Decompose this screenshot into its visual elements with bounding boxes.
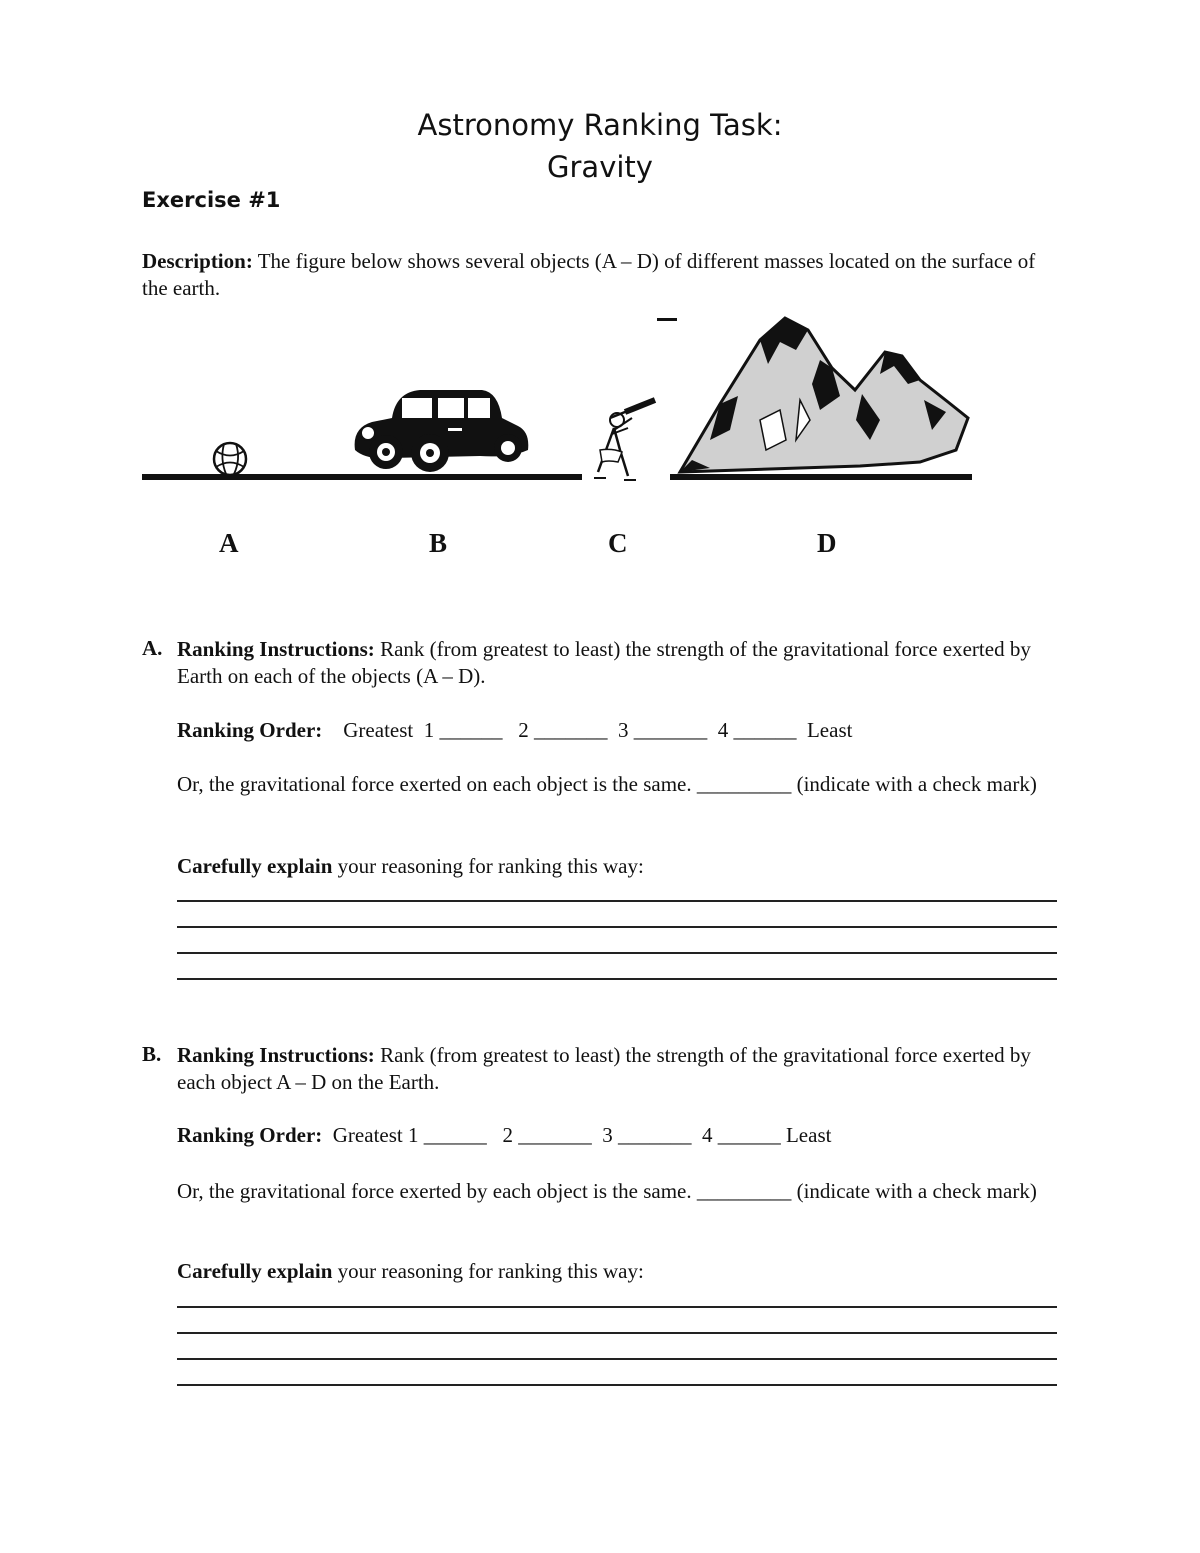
part-b-explain-label: Carefully explain (177, 1259, 333, 1283)
part-a-order-label: Ranking Order: (177, 718, 323, 742)
part-b-letter: B. (142, 1042, 162, 1066)
ball-icon (214, 443, 246, 475)
exercise-heading: Exercise #1 (142, 188, 281, 212)
answer-line[interactable] (177, 954, 1057, 980)
person-with-telescope-icon (594, 318, 677, 480)
figure-label-b: B (429, 528, 448, 558)
part-a-instructions (177, 636, 1057, 690)
page-subtitle: Gravity (547, 150, 653, 184)
part-b-same-option[interactable]: Or, the gravitational force exerted by each object is the same. _________ (indicate with a check mark) (177, 1179, 1037, 1203)
answer-line[interactable] (177, 1282, 1057, 1308)
part-a-ranking-order (177, 717, 1057, 744)
part-a-answer-lines[interactable] (177, 876, 1057, 980)
ground-line-left (142, 474, 582, 480)
answer-line[interactable] (177, 902, 1057, 928)
answer-line[interactable] (177, 928, 1057, 954)
mountains-icon (680, 318, 968, 472)
part-a-instr-label: Ranking Instructions: (177, 637, 375, 661)
part-a-order-text[interactable]: Greatest 1 ______ 2 _______ 3 _______ 4 ______ Least (343, 718, 853, 742)
objects-figure (120, 300, 1000, 510)
figure-label-c: C (608, 528, 628, 558)
part-a-letter: A. (142, 636, 163, 660)
figure-label-d: D (817, 528, 837, 558)
part-a-explain-text: your reasoning for ranking this way: (332, 854, 644, 878)
part-a-explain-label: Carefully explain (177, 854, 333, 878)
part-b-instructions (177, 1042, 1057, 1096)
answer-line[interactable] (177, 1360, 1057, 1386)
ground-line-right (670, 474, 972, 480)
car-icon (355, 390, 529, 472)
part-a-instr-text: Rank (from greatest to least) the strength of the gravitational force exerted by Earth on each of the objects (A – D). (177, 637, 1031, 688)
part-a-same-option[interactable]: Or, the gravitational force exerted on each object is the same. _________ (indicate with a check mark) (177, 772, 1037, 796)
description-text: The figure below shows several objects (A – D) of different masses located on the surface of the earth. (142, 249, 1036, 300)
part-b-order-label: Ranking Order: (177, 1123, 323, 1147)
description-label: Description: (142, 249, 253, 273)
answer-line[interactable] (177, 1334, 1057, 1360)
page-title: Astronomy Ranking Task: (417, 108, 783, 142)
figure-label-a: A (219, 528, 239, 558)
part-b-answer-lines[interactable] (177, 1282, 1057, 1386)
part-b-instr-text: Rank (from greatest to least) the strength of the gravitational force exerted by each object A – D on the Earth. (177, 1043, 1031, 1094)
answer-line[interactable] (177, 1308, 1057, 1334)
part-b-explain-text: your reasoning for ranking this way: (332, 1259, 644, 1283)
answer-line[interactable] (177, 876, 1057, 902)
part-b-ranking-order (177, 1122, 1057, 1149)
part-b-explain-prompt (177, 1258, 1057, 1285)
description (142, 248, 1057, 302)
part-b-instr-label: Ranking Instructions: (177, 1043, 375, 1067)
part-b-order-text[interactable]: Greatest 1 ______ 2 _______ 3 _______ 4 ______ Least (332, 1123, 832, 1147)
